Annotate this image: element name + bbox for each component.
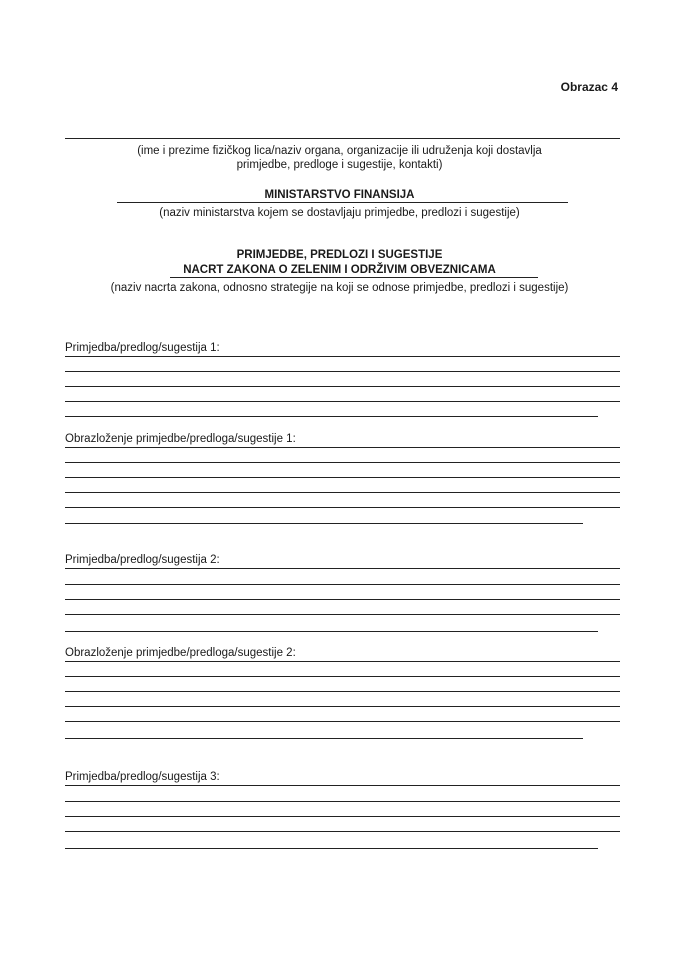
obrazlozenje-2-label: Obrazloženje primjedbe/predloga/sugestije 2: — [65, 647, 296, 659]
obrazlozenje-1-line-6[interactable] — [65, 523, 583, 524]
obrazlozenje-1-line-5[interactable] — [65, 507, 620, 508]
form-code: Obrazac 4 — [560, 80, 618, 94]
obrazlozenje-1-line-3[interactable] — [65, 477, 620, 478]
primjedba-1-label: Primjedba/predlog/sugestija 1: — [65, 342, 220, 354]
primjedba-1-line-4[interactable] — [65, 401, 620, 402]
primjedba-3-line-2[interactable] — [65, 801, 620, 802]
primjedba-2-line-3[interactable] — [65, 599, 620, 600]
primjedba-3-label: Primjedba/predlog/sugestija 3: — [65, 771, 220, 783]
obrazlozenje-2-line-5[interactable] — [65, 721, 620, 722]
primjedba-1-line-3[interactable] — [65, 386, 620, 387]
primjedba-3-line-5[interactable] — [65, 848, 598, 849]
submitter-caption-line1: (ime i prezime fizičkog lica/naziv organa, organizacije ili udruženja koji dostavlja — [137, 145, 542, 157]
primjedba-1-line-5[interactable] — [65, 416, 598, 417]
primjedba-2-line-5[interactable] — [65, 631, 598, 632]
obrazlozenje-2-line-1[interactable] — [65, 661, 620, 662]
primjedba-3-line-4[interactable] — [65, 831, 620, 832]
primjedba-2-line-4[interactable] — [65, 614, 620, 615]
primjedba-3-line-1[interactable] — [65, 785, 620, 786]
submitter-caption-line2: primjedbe, predloge i sugestije, kontakti) — [236, 159, 443, 171]
obrazlozenje-1-line-2[interactable] — [65, 462, 620, 463]
document-heading: PRIMJEDBE, PREDLOZI I SUGESTIJE — [236, 249, 443, 261]
ministry-underline — [117, 202, 568, 203]
primjedba-3-line-3[interactable] — [65, 816, 620, 817]
primjedba-1-line-1[interactable] — [65, 356, 620, 357]
obrazlozenje-2-line-2[interactable] — [65, 676, 620, 677]
law-title: NACRT ZAKONA O ZELENIM I ODRŽIVIM OBVEZNICAMA — [183, 264, 496, 276]
law-title-underline — [170, 277, 538, 278]
submitter-input-line[interactable] — [65, 138, 620, 139]
ministry-name: MINISTARSTVO FINANSIJA — [264, 189, 415, 201]
primjedba-2-line-2[interactable] — [65, 584, 620, 585]
primjedba-2-label: Primjedba/predlog/sugestija 2: — [65, 554, 220, 566]
obrazlozenje-1-line-4[interactable] — [65, 492, 620, 493]
obrazlozenje-2-line-3[interactable] — [65, 691, 620, 692]
primjedba-1-line-2[interactable] — [65, 371, 620, 372]
document-caption: (naziv nacrta zakona, odnosno strategije na koji se odnose primjedbe, predlozi i sugestije) — [110, 282, 569, 294]
ministry-caption: (naziv ministarstva kojem se dostavljaju primjedbe, predlozi i sugestije) — [159, 207, 520, 219]
obrazlozenje-1-line-1[interactable] — [65, 447, 620, 448]
obrazlozenje-2-line-6[interactable] — [65, 738, 583, 739]
obrazlozenje-1-label: Obrazloženje primjedbe/predloga/sugestije 1: — [65, 433, 296, 445]
primjedba-2-line-1[interactable] — [65, 568, 620, 569]
obrazlozenje-2-line-4[interactable] — [65, 706, 620, 707]
